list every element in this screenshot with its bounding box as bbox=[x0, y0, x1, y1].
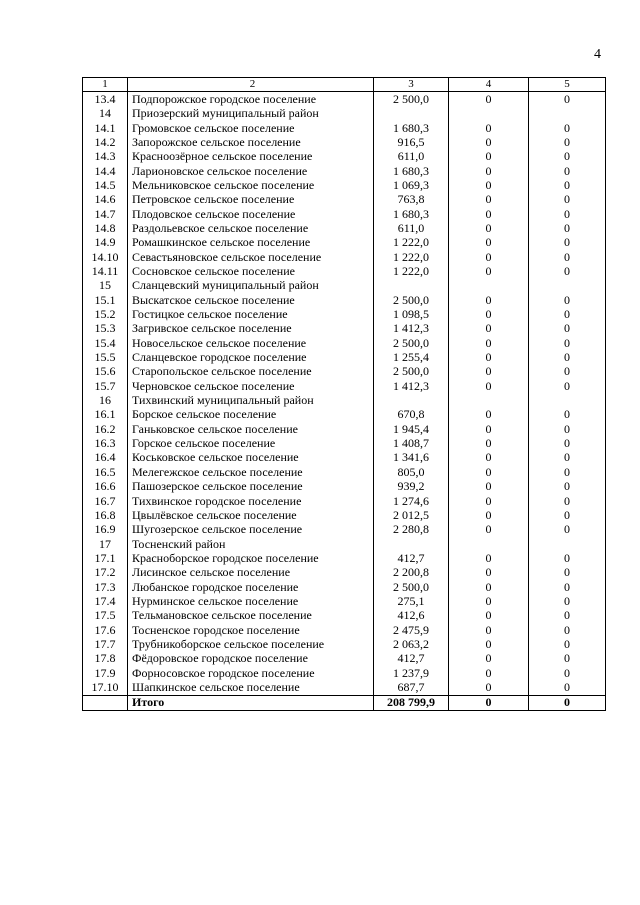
table-row bbox=[83, 293, 606, 307]
row-name: Мелегежское сельское поселение bbox=[128, 465, 374, 479]
data-table bbox=[82, 77, 606, 711]
row-value-5: 0 bbox=[529, 594, 606, 608]
row-value-4: 0 bbox=[449, 609, 529, 623]
row-value-3: 1 222,0 bbox=[374, 236, 449, 250]
row-number: 17.1 bbox=[83, 551, 128, 565]
row-number: 14 bbox=[83, 107, 128, 121]
row-name: Мельниковское сельское поселение bbox=[128, 178, 374, 192]
row-number: 14.10 bbox=[83, 250, 128, 264]
row-value-5: 0 bbox=[529, 408, 606, 422]
row-name: Нурминское сельское поселение bbox=[128, 594, 374, 608]
row-value-4 bbox=[449, 394, 529, 408]
row-value-4: 0 bbox=[449, 322, 529, 336]
table-row bbox=[83, 222, 606, 236]
row-value-3: 1 945,4 bbox=[374, 422, 449, 436]
row-value-3: 1 237,9 bbox=[374, 666, 449, 680]
row-value-4: 0 bbox=[449, 451, 529, 465]
table-row bbox=[83, 394, 606, 408]
row-name: Борское сельское поселение bbox=[128, 408, 374, 422]
row-value-5: 0 bbox=[529, 652, 606, 666]
row-number: 15.2 bbox=[83, 308, 128, 322]
row-value-3: 1 222,0 bbox=[374, 250, 449, 264]
row-number: 17.6 bbox=[83, 623, 128, 637]
row-value-5 bbox=[529, 394, 606, 408]
row-number: 17.7 bbox=[83, 637, 128, 651]
row-value-5: 0 bbox=[529, 523, 606, 537]
table-row bbox=[83, 580, 606, 594]
row-name: Красноборское городское поселение bbox=[128, 551, 374, 565]
row-number: 16.7 bbox=[83, 494, 128, 508]
row-value-3 bbox=[374, 394, 449, 408]
row-value-3: 670,8 bbox=[374, 408, 449, 422]
row-value-3: 939,2 bbox=[374, 480, 449, 494]
row-number: 14.8 bbox=[83, 222, 128, 236]
row-name: Ганьковское сельское поселение bbox=[128, 422, 374, 436]
row-number: 17.2 bbox=[83, 566, 128, 580]
table-row bbox=[83, 164, 606, 178]
row-value-3: 2 475,9 bbox=[374, 623, 449, 637]
row-value-4: 0 bbox=[449, 580, 529, 594]
row-name: Приозерский муниципальный район bbox=[128, 107, 374, 121]
row-value-4: 0 bbox=[449, 308, 529, 322]
row-value-3: 1 222,0 bbox=[374, 265, 449, 279]
row-value-3: 1 680,3 bbox=[374, 121, 449, 135]
row-value-4: 0 bbox=[449, 652, 529, 666]
row-value-5: 0 bbox=[529, 293, 606, 307]
row-value-3: 611,0 bbox=[374, 150, 449, 164]
row-value-3: 2 500,0 bbox=[374, 580, 449, 594]
row-value-5: 0 bbox=[529, 379, 606, 393]
row-value-4: 0 bbox=[449, 336, 529, 350]
row-name: Подпорожское городское поселение bbox=[128, 92, 374, 107]
row-value-4: 0 bbox=[449, 408, 529, 422]
row-number: 15.4 bbox=[83, 336, 128, 350]
table-row bbox=[83, 523, 606, 537]
row-value-4: 0 bbox=[449, 193, 529, 207]
total-row-value-5: 0 bbox=[529, 695, 606, 710]
row-value-4: 0 bbox=[449, 666, 529, 680]
row-value-3: 805,0 bbox=[374, 465, 449, 479]
header-col-3: 3 bbox=[374, 78, 449, 92]
row-value-5: 0 bbox=[529, 508, 606, 522]
total-row-value-3: 208 799,9 bbox=[374, 695, 449, 710]
row-number: 14.3 bbox=[83, 150, 128, 164]
table-row bbox=[83, 379, 606, 393]
row-value-5: 0 bbox=[529, 236, 606, 250]
header-col-1: 1 bbox=[83, 78, 128, 92]
row-value-4: 0 bbox=[449, 250, 529, 264]
row-value-3: 1 412,3 bbox=[374, 322, 449, 336]
row-value-3: 1 255,4 bbox=[374, 351, 449, 365]
row-name: Старопольское сельское поселение bbox=[128, 365, 374, 379]
row-value-5: 0 bbox=[529, 681, 606, 696]
table-row bbox=[83, 652, 606, 666]
row-name: Шапкинское сельское поселение bbox=[128, 681, 374, 696]
row-value-3: 2 500,0 bbox=[374, 293, 449, 307]
table-row bbox=[83, 207, 606, 221]
row-number: 17.9 bbox=[83, 666, 128, 680]
row-value-5: 0 bbox=[529, 336, 606, 350]
row-value-4: 0 bbox=[449, 681, 529, 696]
row-name: Петровское сельское поселение bbox=[128, 193, 374, 207]
row-name: Выскатское сельское поселение bbox=[128, 293, 374, 307]
row-number: 15.1 bbox=[83, 293, 128, 307]
row-value-5 bbox=[529, 537, 606, 551]
row-value-3: 611,0 bbox=[374, 222, 449, 236]
row-name: Коськовское сельское поселение bbox=[128, 451, 374, 465]
row-value-4: 0 bbox=[449, 178, 529, 192]
row-number: 16.3 bbox=[83, 437, 128, 451]
row-name: Тихвинское городское поселение bbox=[128, 494, 374, 508]
row-value-3: 1 098,5 bbox=[374, 308, 449, 322]
table-row bbox=[83, 408, 606, 422]
row-number: 15.7 bbox=[83, 379, 128, 393]
table-row bbox=[83, 236, 606, 250]
table-row bbox=[83, 623, 606, 637]
total-row-value-4: 0 bbox=[449, 695, 529, 710]
total-row bbox=[83, 695, 606, 710]
row-number: 17 bbox=[83, 537, 128, 551]
table-row bbox=[83, 322, 606, 336]
table-row bbox=[83, 480, 606, 494]
row-value-5: 0 bbox=[529, 580, 606, 594]
row-value-4: 0 bbox=[449, 379, 529, 393]
row-value-4: 0 bbox=[449, 437, 529, 451]
table-row bbox=[83, 365, 606, 379]
table-row bbox=[83, 437, 606, 451]
row-value-4: 0 bbox=[449, 494, 529, 508]
row-value-5: 0 bbox=[529, 308, 606, 322]
row-name: Пашозерское сельское поселение bbox=[128, 480, 374, 494]
row-value-4: 0 bbox=[449, 150, 529, 164]
row-value-4: 0 bbox=[449, 207, 529, 221]
row-value-5: 0 bbox=[529, 494, 606, 508]
row-name: Ларионовское сельское поселение bbox=[128, 164, 374, 178]
table-row bbox=[83, 451, 606, 465]
row-value-3: 1 069,3 bbox=[374, 178, 449, 192]
row-value-5 bbox=[529, 279, 606, 293]
row-value-5: 0 bbox=[529, 150, 606, 164]
row-value-4: 0 bbox=[449, 293, 529, 307]
row-name: Сланцевское городское поселение bbox=[128, 351, 374, 365]
row-number: 16 bbox=[83, 394, 128, 408]
table-row bbox=[83, 681, 606, 696]
table-body bbox=[83, 92, 606, 711]
row-name: Любанское городское поселение bbox=[128, 580, 374, 594]
row-value-5: 0 bbox=[529, 451, 606, 465]
total-row-number bbox=[83, 695, 128, 710]
row-name: Севастьяновское сельское поселение bbox=[128, 250, 374, 264]
row-number: 17.5 bbox=[83, 609, 128, 623]
table-row bbox=[83, 193, 606, 207]
row-value-3: 1 412,3 bbox=[374, 379, 449, 393]
row-number: 15.6 bbox=[83, 365, 128, 379]
row-value-3 bbox=[374, 107, 449, 121]
table-row bbox=[83, 422, 606, 436]
row-value-5: 0 bbox=[529, 92, 606, 107]
row-value-5: 0 bbox=[529, 222, 606, 236]
row-value-3: 275,1 bbox=[374, 594, 449, 608]
table-row bbox=[83, 150, 606, 164]
row-value-3: 2 500,0 bbox=[374, 365, 449, 379]
header-col-4: 4 bbox=[449, 78, 529, 92]
row-value-4 bbox=[449, 279, 529, 293]
table-row bbox=[83, 666, 606, 680]
row-value-4: 0 bbox=[449, 351, 529, 365]
row-name: Ромашкинское сельское поселение bbox=[128, 236, 374, 250]
table-row bbox=[83, 351, 606, 365]
row-value-5: 0 bbox=[529, 121, 606, 135]
row-value-3: 1 274,6 bbox=[374, 494, 449, 508]
row-value-5: 0 bbox=[529, 623, 606, 637]
row-value-5: 0 bbox=[529, 178, 606, 192]
table-row bbox=[83, 508, 606, 522]
row-number: 17.3 bbox=[83, 580, 128, 594]
row-value-4: 0 bbox=[449, 222, 529, 236]
table-row bbox=[83, 121, 606, 135]
row-number: 14.1 bbox=[83, 121, 128, 135]
row-value-4 bbox=[449, 537, 529, 551]
row-value-3: 916,5 bbox=[374, 135, 449, 149]
row-value-3: 1 341,6 bbox=[374, 451, 449, 465]
header-col-2: 2 bbox=[128, 78, 374, 92]
row-number: 14.4 bbox=[83, 164, 128, 178]
row-number: 16.5 bbox=[83, 465, 128, 479]
row-number: 13.4 bbox=[83, 92, 128, 107]
row-value-4: 0 bbox=[449, 566, 529, 580]
row-value-5: 0 bbox=[529, 465, 606, 479]
row-value-4: 0 bbox=[449, 594, 529, 608]
row-name: Красноозёрное сельское поселение bbox=[128, 150, 374, 164]
table-row bbox=[83, 594, 606, 608]
table-row bbox=[83, 279, 606, 293]
row-value-3: 2 500,0 bbox=[374, 92, 449, 107]
row-value-3: 412,7 bbox=[374, 652, 449, 666]
table-header-row bbox=[83, 78, 606, 92]
row-value-4: 0 bbox=[449, 422, 529, 436]
header-col-5: 5 bbox=[529, 78, 606, 92]
row-number: 16.1 bbox=[83, 408, 128, 422]
table-row bbox=[83, 465, 606, 479]
row-value-5: 0 bbox=[529, 164, 606, 178]
row-name: Лисинское сельское поселение bbox=[128, 566, 374, 580]
row-name: Тихвинский муниципальный район bbox=[128, 394, 374, 408]
row-name: Раздольевское сельское поселение bbox=[128, 222, 374, 236]
row-name: Загривское сельское поселение bbox=[128, 322, 374, 336]
table-row bbox=[83, 92, 606, 107]
row-value-4: 0 bbox=[449, 265, 529, 279]
row-value-4: 0 bbox=[449, 637, 529, 651]
row-value-3: 687,7 bbox=[374, 681, 449, 696]
row-value-3: 412,7 bbox=[374, 551, 449, 565]
table-row bbox=[83, 250, 606, 264]
row-value-3: 763,8 bbox=[374, 193, 449, 207]
row-number: 14.7 bbox=[83, 207, 128, 221]
row-number: 14.5 bbox=[83, 178, 128, 192]
row-name: Плодовское сельское поселение bbox=[128, 207, 374, 221]
row-value-3: 1 680,3 bbox=[374, 164, 449, 178]
table-row bbox=[83, 566, 606, 580]
row-value-3: 2 063,2 bbox=[374, 637, 449, 651]
row-value-3: 2 280,8 bbox=[374, 523, 449, 537]
table-row bbox=[83, 551, 606, 565]
table-row bbox=[83, 178, 606, 192]
row-name: Гостицкое сельское поселение bbox=[128, 308, 374, 322]
row-number: 16.6 bbox=[83, 480, 128, 494]
row-name: Черновское сельское поселение bbox=[128, 379, 374, 393]
row-number: 16.8 bbox=[83, 508, 128, 522]
row-value-5: 0 bbox=[529, 265, 606, 279]
row-name: Запорожское сельское поселение bbox=[128, 135, 374, 149]
row-number: 14.9 bbox=[83, 236, 128, 250]
row-name: Сосновское сельское поселение bbox=[128, 265, 374, 279]
row-value-3: 1 680,3 bbox=[374, 207, 449, 221]
row-value-5: 0 bbox=[529, 365, 606, 379]
row-name: Тосненский район bbox=[128, 537, 374, 551]
row-number: 14.2 bbox=[83, 135, 128, 149]
row-value-4: 0 bbox=[449, 523, 529, 537]
row-value-4: 0 bbox=[449, 92, 529, 107]
row-value-4: 0 bbox=[449, 365, 529, 379]
row-value-5: 0 bbox=[529, 666, 606, 680]
row-value-3: 2 500,0 bbox=[374, 336, 449, 350]
row-value-3 bbox=[374, 537, 449, 551]
row-number: 14.11 bbox=[83, 265, 128, 279]
row-value-4: 0 bbox=[449, 551, 529, 565]
row-value-4: 0 bbox=[449, 480, 529, 494]
row-number: 16.4 bbox=[83, 451, 128, 465]
row-value-5: 0 bbox=[529, 250, 606, 264]
row-value-3: 1 408,7 bbox=[374, 437, 449, 451]
row-value-3 bbox=[374, 279, 449, 293]
row-value-4: 0 bbox=[449, 623, 529, 637]
table-row bbox=[83, 537, 606, 551]
row-number: 15.3 bbox=[83, 322, 128, 336]
row-value-4: 0 bbox=[449, 508, 529, 522]
row-name: Тосненское городское поселение bbox=[128, 623, 374, 637]
row-value-5: 0 bbox=[529, 207, 606, 221]
row-number: 17.10 bbox=[83, 681, 128, 696]
row-value-5: 0 bbox=[529, 480, 606, 494]
page-number: 4 bbox=[594, 47, 601, 62]
row-value-5: 0 bbox=[529, 566, 606, 580]
row-value-5: 0 bbox=[529, 637, 606, 651]
row-number: 16.9 bbox=[83, 523, 128, 537]
row-value-3: 2 200,8 bbox=[374, 566, 449, 580]
table-row bbox=[83, 135, 606, 149]
total-row-name: Итого bbox=[128, 695, 374, 710]
row-value-5: 0 bbox=[529, 322, 606, 336]
row-name: Громовское сельское поселение bbox=[128, 121, 374, 135]
table-row bbox=[83, 637, 606, 651]
row-name: Трубникоборское сельское поселение bbox=[128, 637, 374, 651]
row-number: 15.5 bbox=[83, 351, 128, 365]
table-row bbox=[83, 494, 606, 508]
row-name: Тельмановское сельское поселение bbox=[128, 609, 374, 623]
row-name: Фёдоровское городское поселение bbox=[128, 652, 374, 666]
table-row bbox=[83, 609, 606, 623]
row-name: Шугозерское сельское поселение bbox=[128, 523, 374, 537]
row-name: Новосельское сельское поселение bbox=[128, 336, 374, 350]
row-value-5: 0 bbox=[529, 351, 606, 365]
row-number: 16.2 bbox=[83, 422, 128, 436]
row-number: 15 bbox=[83, 279, 128, 293]
row-value-3: 412,6 bbox=[374, 609, 449, 623]
row-value-4: 0 bbox=[449, 135, 529, 149]
row-value-5: 0 bbox=[529, 551, 606, 565]
row-name: Цвылёвское сельское поселение bbox=[128, 508, 374, 522]
row-number: 14.6 bbox=[83, 193, 128, 207]
table-row bbox=[83, 107, 606, 121]
row-value-4 bbox=[449, 107, 529, 121]
row-value-5: 0 bbox=[529, 609, 606, 623]
row-value-4: 0 bbox=[449, 121, 529, 135]
row-value-5: 0 bbox=[529, 422, 606, 436]
row-number: 17.4 bbox=[83, 594, 128, 608]
table-row bbox=[83, 336, 606, 350]
row-value-4: 0 bbox=[449, 465, 529, 479]
row-value-4: 0 bbox=[449, 236, 529, 250]
row-value-4: 0 bbox=[449, 164, 529, 178]
table-row bbox=[83, 308, 606, 322]
row-name: Сланцевский муниципальный район bbox=[128, 279, 374, 293]
row-value-5: 0 bbox=[529, 193, 606, 207]
table-row bbox=[83, 265, 606, 279]
row-value-3: 2 012,5 bbox=[374, 508, 449, 522]
row-name: Горское сельское поселение bbox=[128, 437, 374, 451]
row-name: Форносовское городское поселение bbox=[128, 666, 374, 680]
row-value-5: 0 bbox=[529, 437, 606, 451]
row-value-5 bbox=[529, 107, 606, 121]
row-value-5: 0 bbox=[529, 135, 606, 149]
row-number: 17.8 bbox=[83, 652, 128, 666]
